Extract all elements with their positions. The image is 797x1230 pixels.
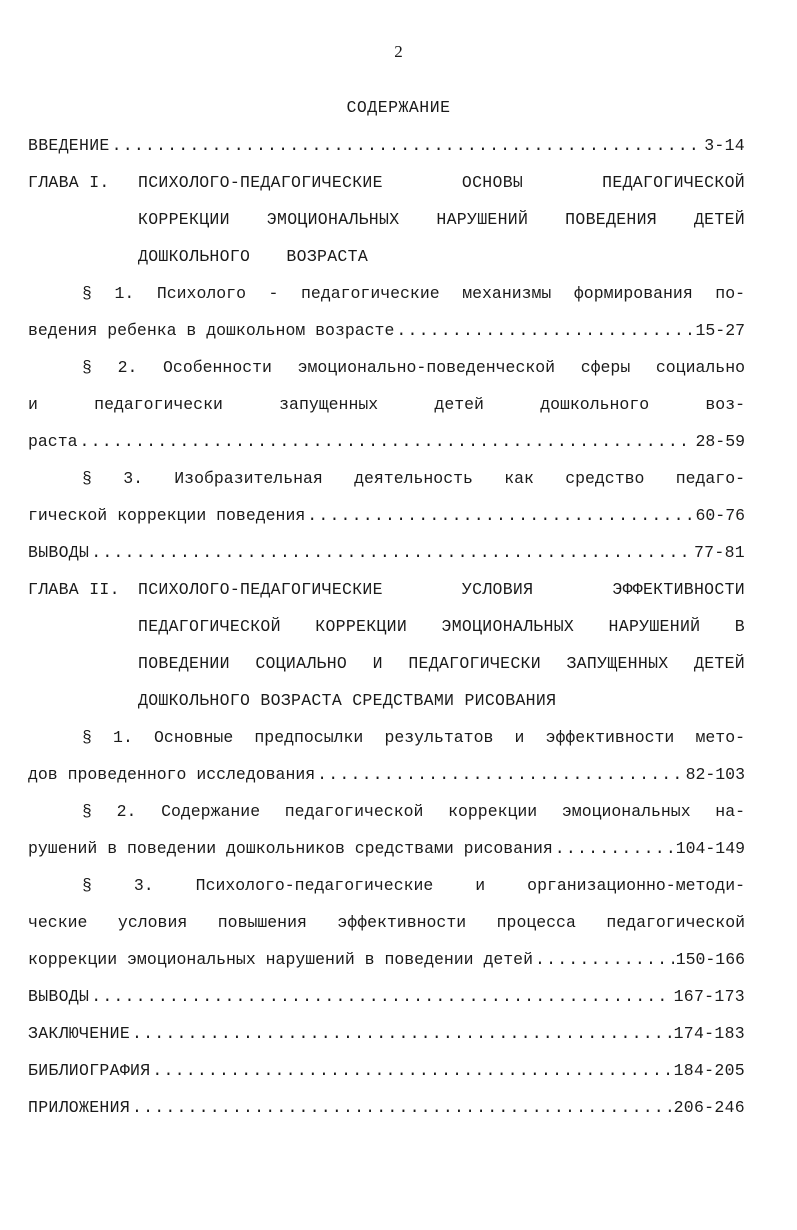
page-range: 82-103 — [685, 765, 745, 784]
toc-section-1-3-end[interactable] — [28, 506, 745, 526]
toc-section-1-3-line[interactable]: § 3. Изобразительная деятельность как средство педаго- — [82, 469, 745, 488]
leader-dots — [80, 432, 694, 452]
toc-entry-introduction[interactable] — [28, 136, 745, 156]
page-range: 174-183 — [673, 1024, 745, 1043]
toc-section-2-3-line[interactable]: § 3. Психолого-педагогические и организационно-методи- — [82, 876, 745, 895]
chapter-1-title-line: КОРРЕКЦИИ ЭМОЦИОНАЛЬНЫХ НАРУШЕНИЙ ПОВЕДЕНИЯ ДЕТЕЙ — [138, 210, 745, 229]
page-range: 28-59 — [695, 432, 745, 451]
chapter-2-title-line: ДОШКОЛЬНОГО ВОЗРАСТА СРЕДСТВАМИ РИСОВАНИЯ — [138, 691, 557, 710]
entry-label: ВВЕДЕНИЕ — [28, 136, 110, 155]
toc-entry-bibliography[interactable] — [28, 1061, 745, 1081]
toc-entry-conclusion[interactable] — [28, 1024, 745, 1044]
toc-section-1-2-line[interactable]: § 2. Особенности эмоционально-поведенческой сферы социально — [82, 358, 745, 377]
leader-dots — [307, 506, 693, 526]
entry-text: рушений в поведении дошкольников средствами рисования — [28, 839, 553, 858]
toc-section-2-2-end[interactable] — [28, 839, 745, 859]
entry-text: гической коррекции поведения — [28, 506, 306, 525]
page-range: 3-14 — [704, 136, 745, 155]
leader-dots — [396, 321, 693, 341]
leader-dots — [91, 543, 692, 563]
entry-label: ПРИЛОЖЕНИЯ — [28, 1098, 131, 1117]
page-range: 150-166 — [675, 950, 745, 969]
toc-section-2-2-line[interactable]: § 2. Содержание педагогической коррекции эмоциональных на- — [82, 802, 745, 821]
chapter-1-title-line: ДОШКОЛЬНОГО ВОЗРАСТА — [138, 247, 369, 266]
chapter-2-label: ГЛАВА II. — [28, 580, 120, 599]
toc-entry-appendices[interactable] — [28, 1098, 745, 1118]
page-range: 104-149 — [675, 839, 745, 858]
entry-label: ВЫВОДЫ — [28, 987, 90, 1006]
page-number: 2 — [394, 42, 403, 61]
page-range: 167-173 — [673, 987, 745, 1006]
entry-text: коррекции эмоциональных нарушений в поведении детей — [28, 950, 533, 969]
page-range: 206-246 — [673, 1098, 745, 1117]
toc-section-2-1-line[interactable]: § 1. Основные предпосылки результатов и эффективности мето- — [82, 728, 745, 747]
toc-section-2-3-end[interactable] — [28, 950, 745, 970]
toc-entry-chapter-2-conclusions[interactable] — [28, 987, 745, 1007]
toc-section-1-2-line[interactable]: и педагогически запущенных детей дошкольного воз- — [28, 395, 745, 414]
toc-section-2-3-line[interactable]: ческие условия повышения эффективности процесса педагогической — [28, 913, 745, 932]
toc-heading: СОДЕРЖАНИЕ — [346, 98, 451, 117]
entry-label: ВЫВОДЫ — [28, 543, 90, 562]
leader-dots — [555, 839, 674, 859]
leader-dots — [112, 136, 703, 156]
toc-section-1-1-line[interactable]: § 1. Психолого - педагогические механизмы формирования по- — [82, 284, 745, 303]
page-range: 15-27 — [695, 321, 745, 340]
chapter-2-title-line: ПСИХОЛОГО-ПЕДАГОГИЧЕСКИЕ УСЛОВИЯ ЭФФЕКТИВНОСТИ — [138, 580, 745, 599]
page-range: 60-76 — [695, 506, 745, 525]
leader-dots — [132, 1098, 672, 1118]
leader-dots — [152, 1061, 671, 1081]
chapter-2-title-line: ПОВЕДЕНИИ СОЦИАЛЬНО И ПЕДАГОГИЧЕСКИ ЗАПУЩЕННЫХ ДЕТЕЙ — [138, 654, 745, 673]
entry-label: ЗАКЛЮЧЕНИЕ — [28, 1024, 131, 1043]
chapter-1-title-line: ПСИХОЛОГО-ПЕДАГОГИЧЕСКИЕ ОСНОВЫ ПЕДАГОГИЧЕСКОЙ — [138, 173, 745, 192]
leader-dots — [132, 1024, 672, 1044]
entry-text: раста — [28, 432, 78, 451]
entry-text: дов проведенного исследования — [28, 765, 316, 784]
leader-dots — [535, 950, 674, 970]
leader-dots — [317, 765, 683, 785]
entry-text: ведения ребенка в дошкольном возрасте — [28, 321, 395, 340]
entry-label: БИБЛИОГРАФИЯ — [28, 1061, 151, 1080]
toc-section-1-1-end[interactable] — [28, 321, 745, 341]
chapter-1-label: ГЛАВА I. — [28, 173, 110, 192]
toc-entry-chapter-1-conclusions[interactable] — [28, 543, 745, 563]
page-range: 184-205 — [673, 1061, 745, 1080]
leader-dots — [91, 987, 671, 1007]
toc-section-2-1-end[interactable] — [28, 765, 745, 785]
page-range: 77-81 — [693, 543, 745, 562]
toc-section-1-2-end[interactable] — [28, 432, 745, 452]
chapter-2-title-line: ПЕДАГОГИЧЕСКОЙ КОРРЕКЦИИ ЭМОЦИОНАЛЬНЫХ НАРУШЕНИЙ В — [138, 617, 745, 636]
